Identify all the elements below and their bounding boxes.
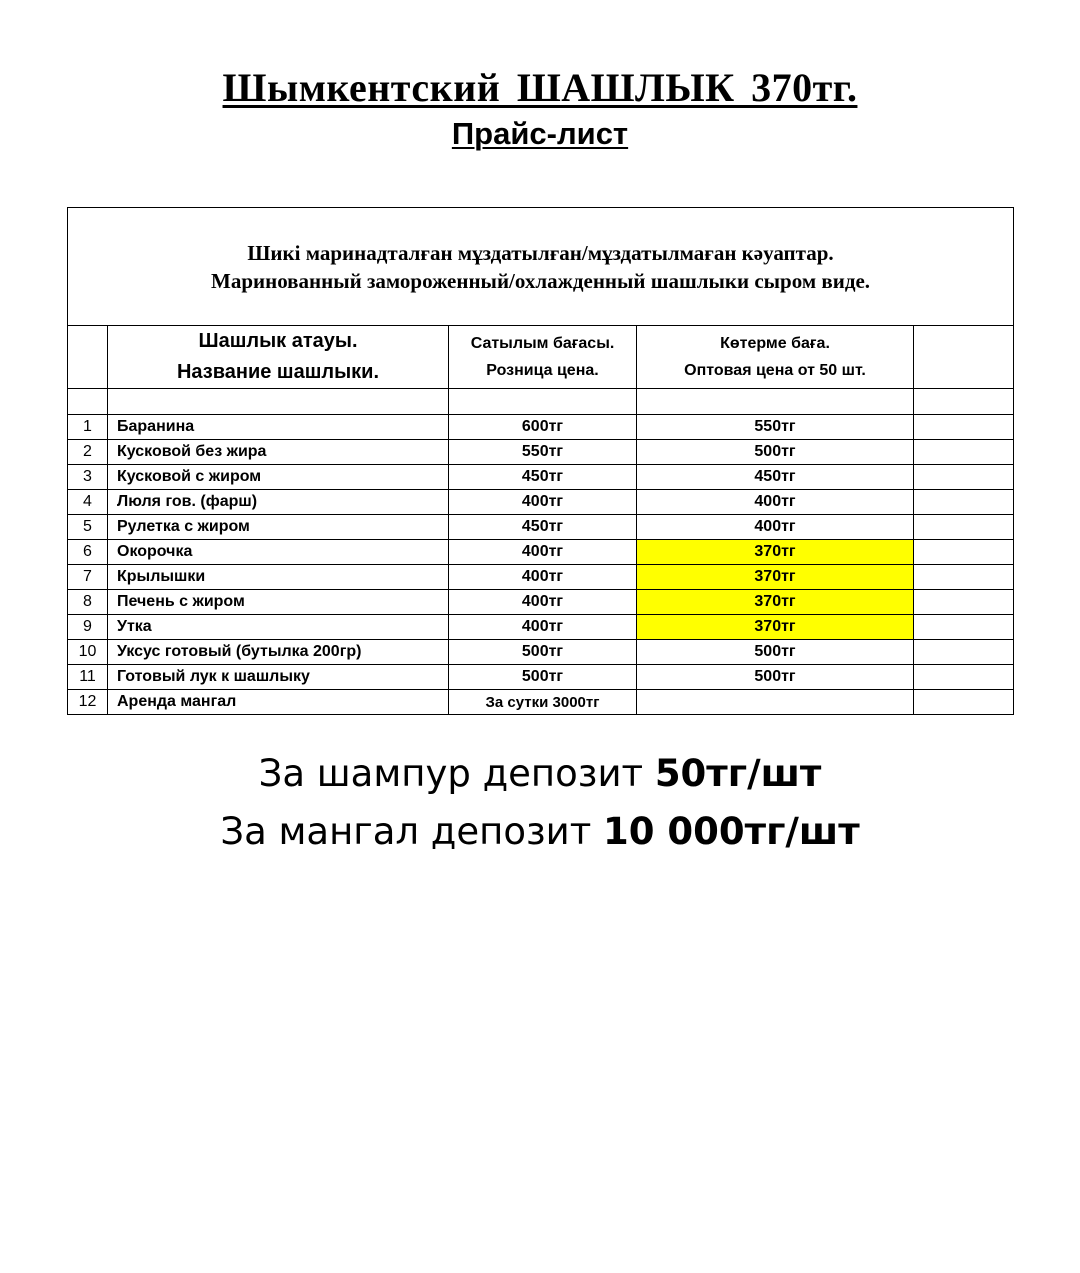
grill-deposit-line bbox=[0, 810, 1080, 853]
price-table bbox=[67, 207, 1014, 715]
skewer-deposit-label: За шампур депозит bbox=[258, 752, 655, 795]
row-wholesale-price: 500тг bbox=[637, 440, 914, 465]
row-retail-price: 600тг bbox=[449, 415, 637, 440]
row-number: 1 bbox=[68, 415, 108, 440]
row-extra-cell bbox=[914, 690, 1014, 715]
row-wholesale-price-highlighted: 370тг bbox=[637, 565, 914, 590]
row-number: 2 bbox=[68, 440, 108, 465]
row-name: Люля гов. (фарш) bbox=[108, 490, 449, 515]
row-name: Кусковой с жиром bbox=[108, 465, 449, 490]
row-number: 12 bbox=[68, 690, 108, 715]
row-number: 8 bbox=[68, 590, 108, 615]
page-title: Шымкентский ШАШЛЫК 370тг. bbox=[222, 65, 858, 110]
row-number: 5 bbox=[68, 515, 108, 540]
row-name: Аренда мангал bbox=[108, 690, 449, 715]
row-extra-cell bbox=[914, 640, 1014, 665]
row-wholesale-price-highlighted: 370тг bbox=[637, 590, 914, 615]
row-wholesale-price: 500тг bbox=[637, 640, 914, 665]
skewer-deposit-line bbox=[0, 752, 1080, 795]
row-number: 9 bbox=[68, 615, 108, 640]
table-row bbox=[68, 665, 1014, 690]
header-name-cell bbox=[108, 326, 449, 389]
row-name: Уксус готовый (бутылка 200гр) bbox=[108, 640, 449, 665]
row-wholesale-price: 450тг bbox=[637, 465, 914, 490]
table-row bbox=[68, 615, 1014, 640]
table-row bbox=[68, 515, 1014, 540]
row-retail-price: 500тг bbox=[449, 640, 637, 665]
table-row bbox=[68, 490, 1014, 515]
row-extra-cell bbox=[914, 515, 1014, 540]
table-row bbox=[68, 565, 1014, 590]
row-extra-cell bbox=[914, 540, 1014, 565]
row-extra-cell bbox=[914, 665, 1014, 690]
row-name: Рулетка с жиром bbox=[108, 515, 449, 540]
header-wholesale-line1: Көтерме баға. bbox=[720, 335, 830, 352]
table-row bbox=[68, 640, 1014, 665]
row-name: Печень с жиром bbox=[108, 590, 449, 615]
header-num-cell bbox=[68, 326, 108, 389]
row-retail-price: 400тг bbox=[449, 540, 637, 565]
row-name: Окорочка bbox=[108, 540, 449, 565]
row-wholesale-price-highlighted: 370тг bbox=[637, 540, 914, 565]
row-extra-cell bbox=[914, 565, 1014, 590]
row-wholesale-price: 550тг bbox=[637, 415, 914, 440]
header-retail-line2: Розница цена. bbox=[486, 362, 599, 379]
row-extra-cell bbox=[914, 615, 1014, 640]
header-retail-cell bbox=[449, 326, 637, 389]
grill-deposit-value: 10 000тг/шт bbox=[603, 810, 860, 853]
header-extra-cell bbox=[914, 326, 1014, 389]
row-number: 4 bbox=[68, 490, 108, 515]
header-wholesale-cell bbox=[637, 326, 914, 389]
header-name-line1: Шашлык атауы. bbox=[198, 330, 358, 352]
table-caption bbox=[68, 208, 1014, 326]
row-number: 7 bbox=[68, 565, 108, 590]
row-retail-price: 500тг bbox=[449, 665, 637, 690]
row-retail-price: 400тг bbox=[449, 490, 637, 515]
table-row bbox=[68, 690, 1014, 715]
row-retail-price: 400тг bbox=[449, 590, 637, 615]
column-header-row bbox=[68, 326, 1014, 389]
row-wholesale-price-highlighted: 370тг bbox=[637, 615, 914, 640]
blank-row bbox=[68, 389, 1014, 415]
row-retail-price: 550тг bbox=[449, 440, 637, 465]
table-row bbox=[68, 540, 1014, 565]
row-name: Баранина bbox=[108, 415, 449, 440]
row-retail-price: За сутки 3000тг bbox=[449, 690, 637, 715]
table-row bbox=[68, 415, 1014, 440]
row-wholesale-price bbox=[637, 690, 914, 715]
table-row bbox=[68, 465, 1014, 490]
row-wholesale-price: 400тг bbox=[637, 515, 914, 540]
row-wholesale-price: 500тг bbox=[637, 665, 914, 690]
row-extra-cell bbox=[914, 440, 1014, 465]
row-retail-price: 400тг bbox=[449, 565, 637, 590]
table-caption-row bbox=[68, 208, 1014, 326]
row-extra-cell bbox=[914, 465, 1014, 490]
row-number: 10 bbox=[68, 640, 108, 665]
row-name: Крылышки bbox=[108, 565, 449, 590]
row-name: Кусковой без жира bbox=[108, 440, 449, 465]
row-number: 6 bbox=[68, 540, 108, 565]
row-extra-cell bbox=[914, 415, 1014, 440]
caption-line-kazakh: Шикі маринадталған мұздатылған/мұздатылмаған кәуаптар. bbox=[247, 240, 834, 265]
skewer-deposit-value: 50тг/шт bbox=[654, 752, 822, 795]
row-number: 11 bbox=[68, 665, 108, 690]
grill-deposit-label: За мангал депозит bbox=[220, 810, 604, 853]
row-retail-price: 400тг bbox=[449, 615, 637, 640]
row-extra-cell bbox=[914, 490, 1014, 515]
row-extra-cell bbox=[914, 590, 1014, 615]
page-subtitle: Прайс-лист bbox=[451, 116, 629, 151]
table-row bbox=[68, 590, 1014, 615]
row-number: 3 bbox=[68, 465, 108, 490]
row-wholesale-price: 400тг bbox=[637, 490, 914, 515]
row-name: Утка bbox=[108, 615, 449, 640]
header-name-line2: Название шашлыки. bbox=[176, 361, 380, 383]
caption-line-russian: Маринованный замороженный/охлажденный шашлыки сыром виде. bbox=[211, 268, 871, 293]
table-row bbox=[68, 440, 1014, 465]
row-retail-price: 450тг bbox=[449, 465, 637, 490]
row-name: Готовый лук к шашлыку bbox=[108, 665, 449, 690]
header-retail-line1: Сатылым бағасы. bbox=[470, 335, 615, 352]
header-wholesale-line2: Оптовая цена от 50 шт. bbox=[684, 362, 866, 379]
row-retail-price: 450тг bbox=[449, 515, 637, 540]
